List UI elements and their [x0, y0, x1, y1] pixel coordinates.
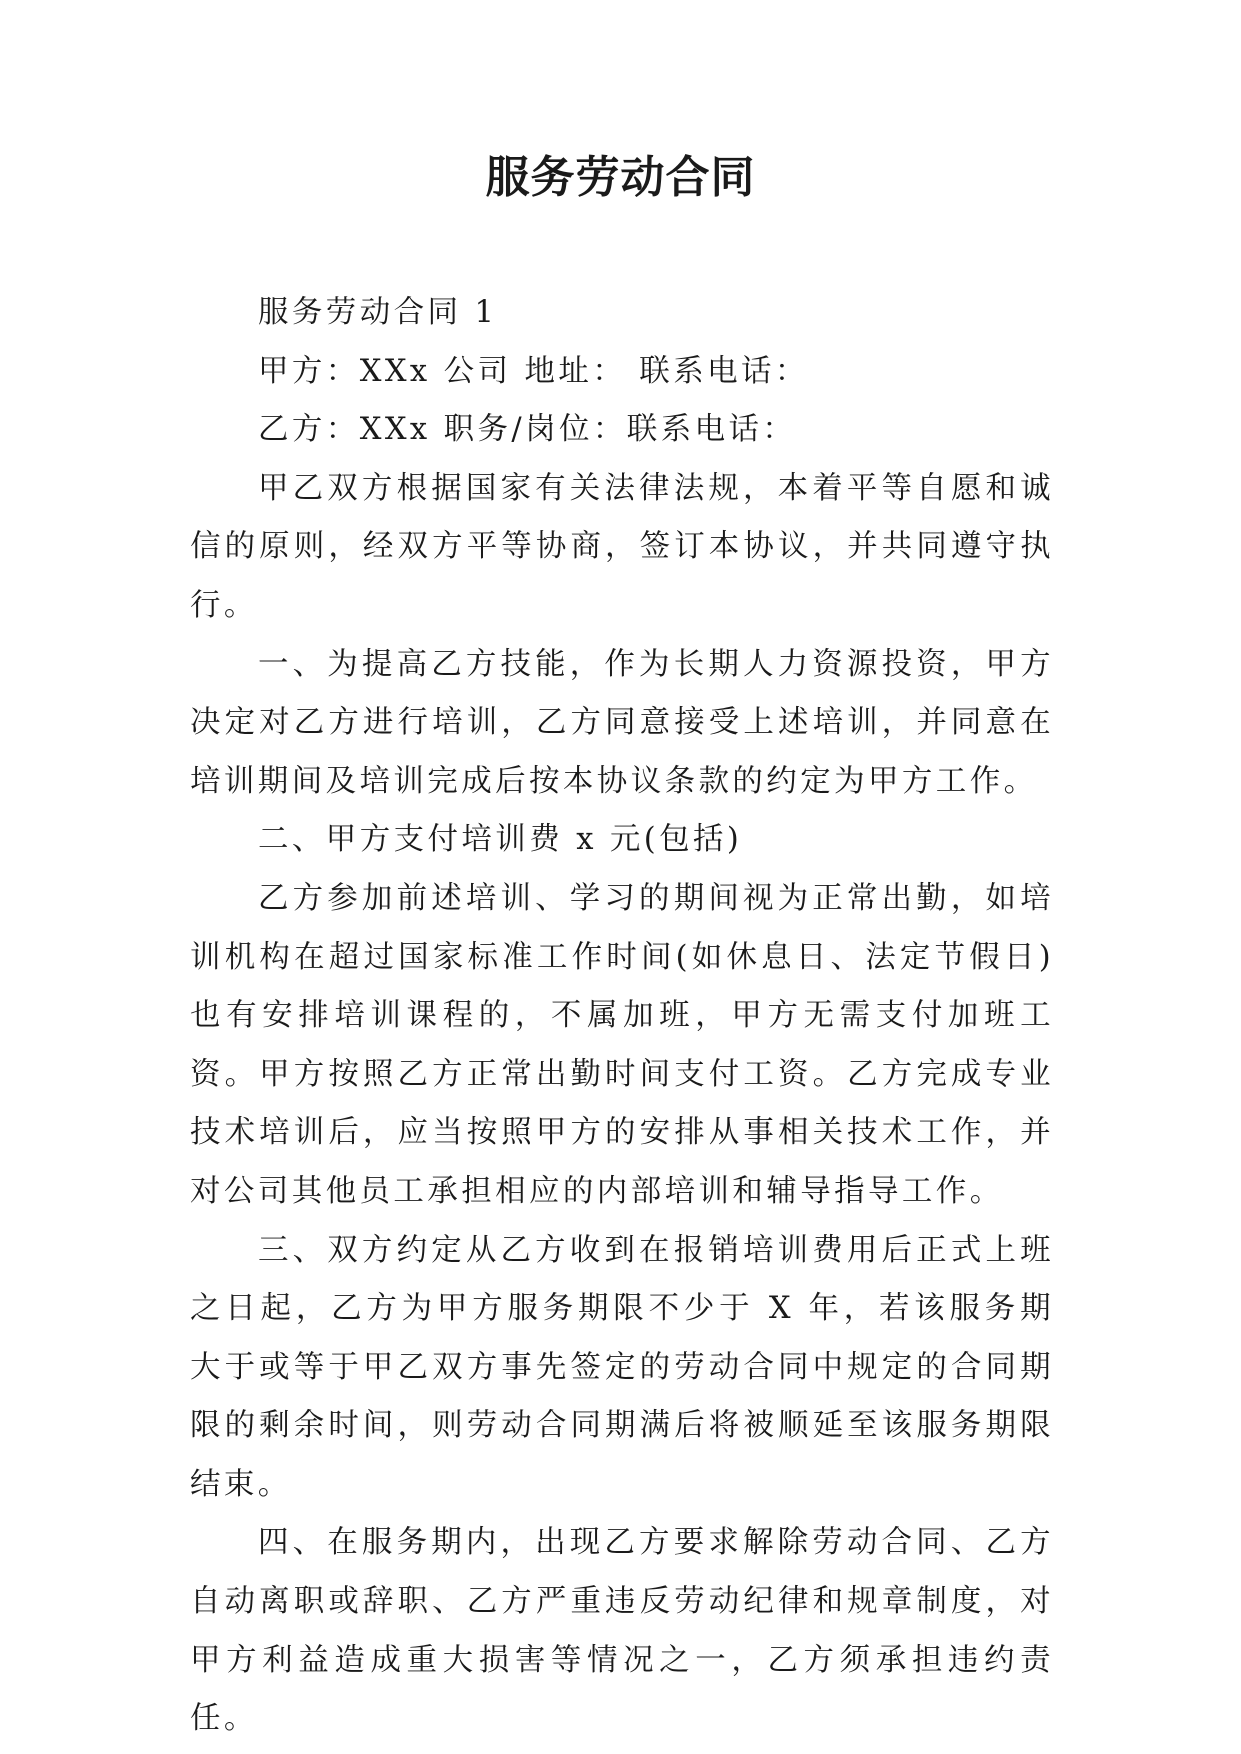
- paragraph-clause-1: 一、为提高乙方技能，作为长期人力资源投资，甲方决定对乙方进行培训，乙方同意接受上述培训，并同意在培训期间及培训完成后按本协议条款的约定为甲方工作。: [190, 646, 1054, 799]
- paragraph-party-a: 甲方：XXx 公司 地址： 联系电话：: [258, 353, 809, 389]
- paragraph-party-b: 乙方：XXx 职务/岗位：联系电话：: [258, 412, 797, 448]
- paragraph-clause-3: 三、双方约定从乙方收到在报销培训费用后正式上班之日起，乙方为甲方服务期限不少于 X 年，若该服务期大于或等于甲乙双方事先签定的劳动合同中规定的合同期限的剩余时间，则劳动合同期满后将被顺延至该服务期限结束。: [190, 1232, 1054, 1502]
- paragraph-clause-4: 四、在服务期内，出现乙方要求解除劳动合同、乙方自动离职或辞职、乙方严重违反劳动纪律和规章制度，对甲方利益造成重大损害等情况之一，乙方须承担违约责任。: [190, 1525, 1054, 1737]
- paragraph-clause-2-detail: 乙方参加前述培训、学习的期间视为正常出勤，如培训机构在超过国家标准工作时间(如休息日、法定节假日)也有安排培训课程的，不属加班，甲方无需支付加班工资。甲方按照乙方正常出勤时间支付工资。乙方完成专业技术培训后，应当按照甲方的安排从事相关技术工作，并对公司其他员工承担相应的内部培训和辅导指导工作。: [190, 880, 1054, 1209]
- document-body: [190, 284, 1054, 1749]
- paragraph-heading: 服务劳动合同 1: [258, 295, 498, 330]
- paragraph-preamble: 甲乙双方根据国家有关法律法规，本着平等自愿和诚信的原则，经双方平等协商，签订本协议，并共同遵守执行。: [190, 470, 1054, 623]
- paragraph-clause-2: 二、甲方支付培训费 x 元(包括): [258, 822, 743, 858]
- document-title: 服务劳动合同: [485, 152, 756, 203]
